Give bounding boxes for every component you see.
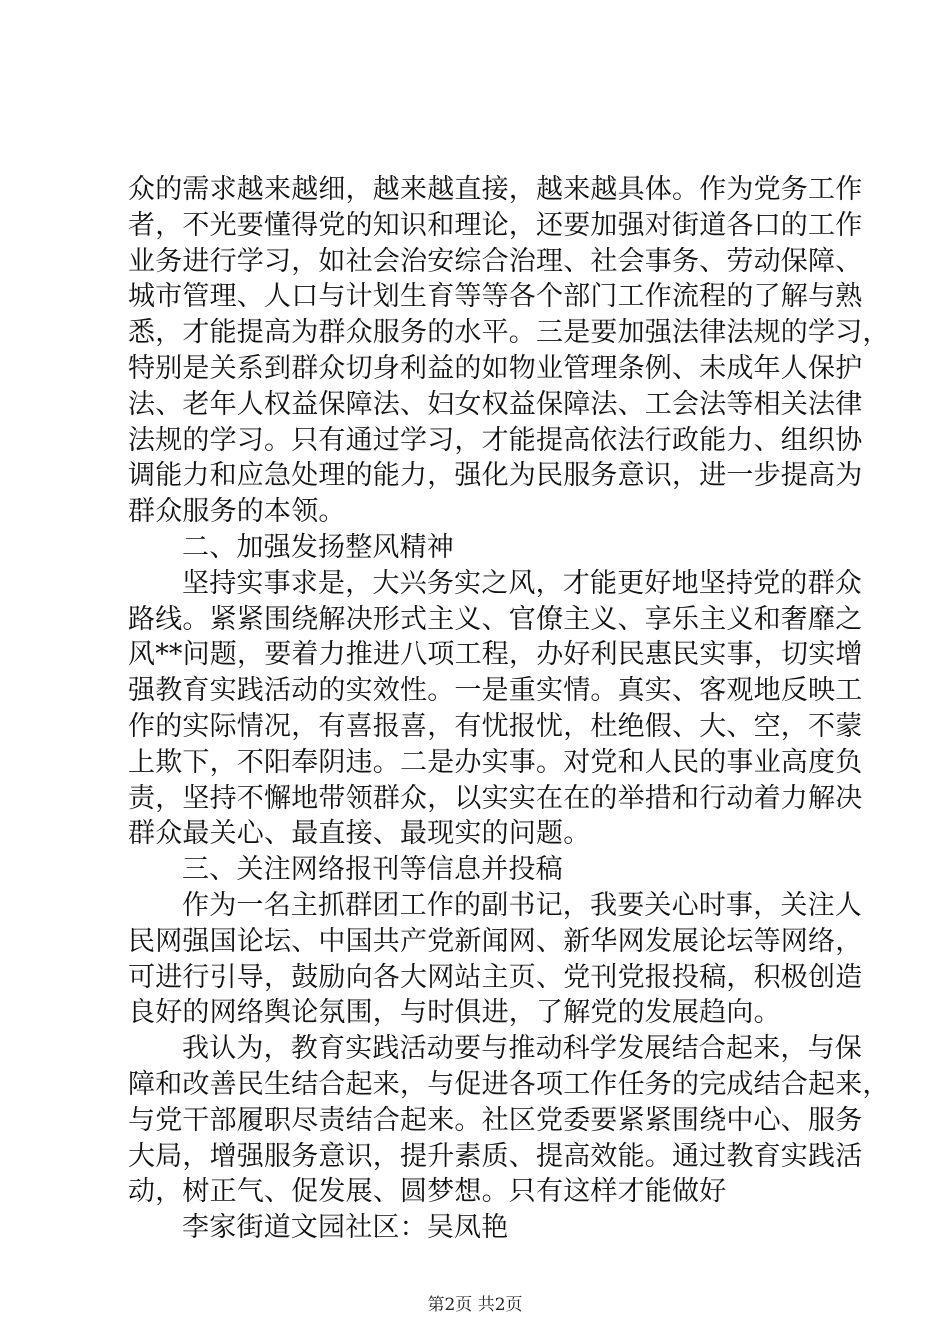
text-line: 可进行引导，鼓励向各大网站主页、党刊党报投稿，积极创造: [128, 961, 863, 993]
text-line: 作的实际情况，有喜报喜，有忧报忧，杜绝假、大、空，不蒙: [128, 710, 863, 742]
text-line: 大局，增强服务意识，提升素质、提高效能。通过教育实践活: [128, 1140, 863, 1172]
text-line: 责，坚持不懈地带领群众，以实实在在的举措和行动着力解决: [128, 782, 863, 814]
page-number-label: 第2页 共2页: [427, 1295, 523, 1315]
text-line: 路线。紧紧围绕解决形式主义、官僚主义、享乐主义和奢靡之: [128, 603, 863, 635]
text-line: 与党干部履职尽责结合起来。社区党委要紧紧围绕中心、服务: [128, 1104, 863, 1136]
text-line: 作为一名主抓群团工作的副书记，我要关心时事，关注人: [182, 889, 862, 921]
text-line: 者，不光要懂得党的知识和理论，还要加强对街道各口的工作: [128, 209, 863, 241]
section-heading-3: 三、关注网络报刊等信息并投稿: [182, 854, 563, 886]
text-line: 我认为，教育实践活动要与推动科学发展结合起来，与保: [182, 1033, 862, 1065]
text-line: 强教育实践活动的实效性。一是重实情。真实、客观地反映工: [128, 675, 863, 707]
text-line: 调能力和应急处理的能力，强化为民服务意识，进一步提高为: [128, 460, 863, 492]
text-line: 群众最关心、最直接、最现实的问题。: [128, 818, 591, 850]
text-line: 悉，才能提高为群众服务的水平。三是要加强法律法规的学习，: [128, 317, 890, 349]
text-line: 动，树正气、促发展、圆梦想。只有这样才能做好: [128, 1176, 727, 1208]
text-line: 特别是关系到群众切身利益的如物业管理条例、未成年人保护: [128, 352, 863, 384]
text-line: 群众服务的本领。: [128, 496, 346, 528]
text-line: 民网强国论坛、中国共产党新闻网、新华网发展论坛等网络，: [128, 925, 863, 957]
text-line: 障和改善民生结合起来，与促进各项工作任务的完成结合起来，: [128, 1068, 890, 1100]
text-line: 风**问题，要着力推进八项工程，办好利民惠民实事，切实增: [128, 639, 863, 671]
text-line: 法、老年人权益保障法、妇女权益保障法、工会法等相关法律: [128, 388, 863, 420]
section-heading-2: 二、加强发扬整风精神: [182, 531, 454, 563]
page-footer: [0, 1290, 950, 1315]
text-line: 城市管理、人口与计划生育等等各个部门工作流程的了解与熟: [128, 281, 863, 313]
text-line: 众的需求越来越细，越来越直接，越来越具体。作为党务工作: [128, 174, 863, 205]
text-line: 业务进行学习，如社会治安综合治理、社会事务、劳动保障、: [128, 245, 863, 277]
signature-line: 李家街道文园社区：吴凤艳: [182, 1212, 509, 1244]
text-line: 上欺下，不阳奉阴违。二是办实事。对党和人民的事业高度负: [128, 746, 863, 778]
document-body: [128, 172, 890, 1246]
text-line: 法规的学习。只有通过学习，才能提高依法行政能力、组织协: [128, 424, 863, 456]
text-line: 良好的网络舆论氛围，与时俱进，了解党的发展趋向。: [128, 997, 781, 1029]
text-line: 坚持实事求是，大兴务实之风，才能更好地坚持党的群众: [182, 567, 862, 599]
